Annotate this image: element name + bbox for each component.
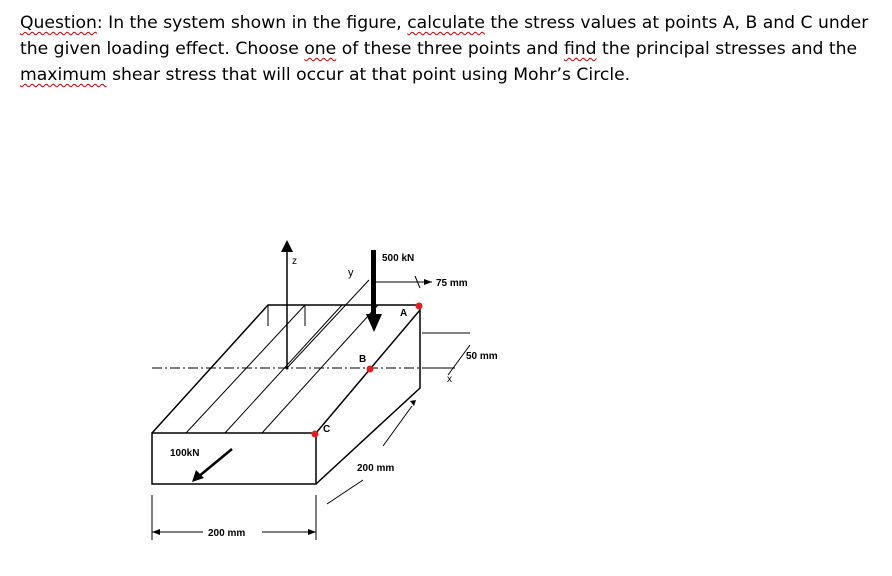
point-a-label: A: [400, 308, 408, 319]
dim-200-right-label: 200 mm: [357, 463, 395, 474]
question-part: : In the system shown in the figure,: [96, 13, 408, 33]
dim-75-label: 75 mm: [436, 278, 468, 289]
load-vertical-label: 500 kN: [382, 253, 415, 264]
dim-75: [376, 276, 468, 289]
question-part: the stress values at points A, B and C under the given loading effect. Choose: [20, 13, 869, 59]
question-word-calculate: calculate: [407, 13, 485, 33]
question-word-one: one: [304, 39, 337, 59]
dim-50-label: 50 mm: [466, 351, 498, 362]
dim-200-right: [327, 400, 416, 504]
dim-200-bottom: [152, 495, 316, 540]
x-axis-label: x: [447, 374, 452, 385]
question-part: the principal stresses and the: [596, 39, 858, 59]
load-horizontal-label: 100kN: [170, 448, 200, 459]
load-vertical-arrow: [366, 250, 414, 332]
y-axis: [287, 267, 369, 368]
question-part: of these three points and: [336, 39, 564, 59]
point-c: [312, 424, 331, 438]
load-horizontal-arrow: [170, 448, 232, 482]
dim-50: [422, 333, 498, 385]
question-part: shear stress that will occur at that point using Mohr’s Circle.: [106, 65, 631, 85]
question-label: Question: [20, 13, 97, 33]
question-word-find: find: [563, 39, 597, 59]
z-axis: [281, 240, 297, 368]
point-c-label: C: [323, 424, 331, 435]
point-b: [359, 354, 374, 373]
z-axis-label: z: [292, 256, 297, 267]
point-b-label: B: [359, 354, 367, 365]
y-axis-label: y: [348, 267, 354, 279]
dim-200-bottom-label: 200 mm: [208, 528, 246, 539]
question-word-maximum: maximum: [20, 65, 107, 85]
